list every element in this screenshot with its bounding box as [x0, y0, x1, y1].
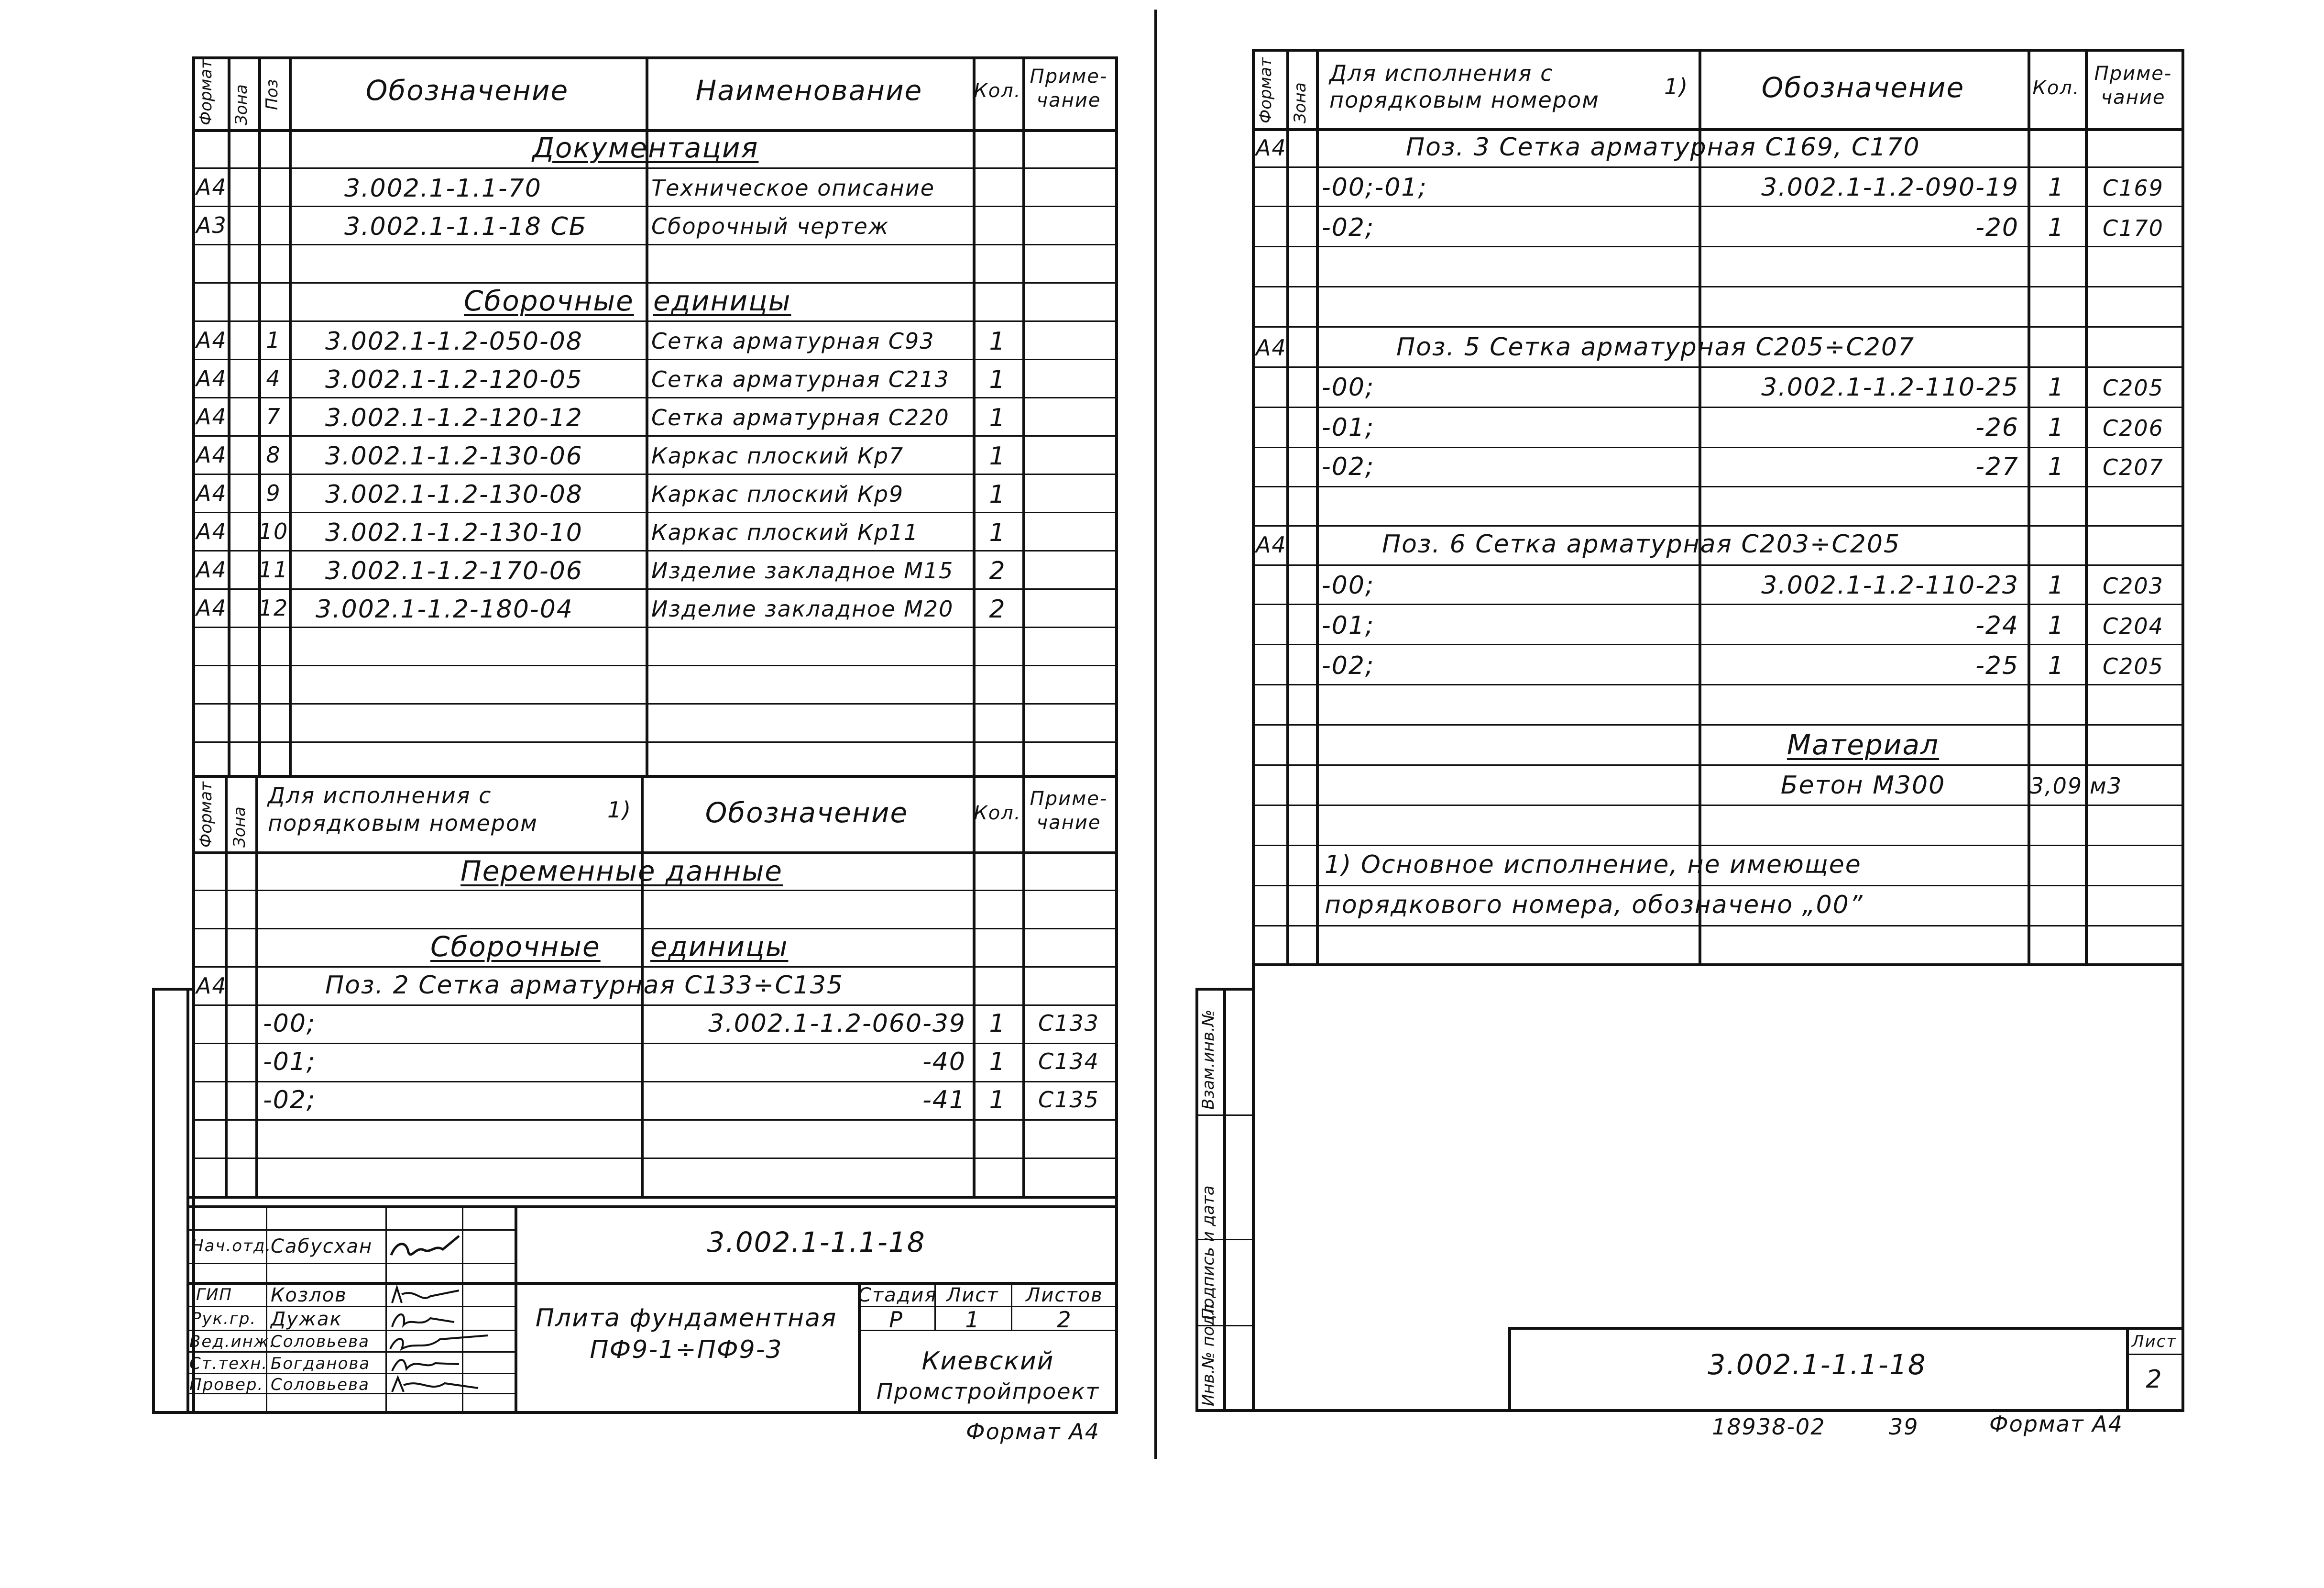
pos2-title: Поз. 2 Сетка арматурная С133÷С135	[325, 971, 844, 1000]
assembly-format: А4	[196, 557, 227, 583]
assembly-pos: 8	[266, 442, 281, 468]
assembly-qty: 1	[989, 327, 1006, 356]
assembly-designation: 3.002.1-1.2-130-08	[325, 480, 583, 509]
pos6-qty: 1	[2048, 611, 2065, 640]
row-line	[1252, 564, 2184, 566]
frame-line	[1252, 49, 1255, 1412]
row-line	[1252, 684, 2184, 685]
frame-line	[1223, 988, 1226, 1412]
header-footnote-mark: 1)	[1664, 74, 1689, 99]
header2-note-2: чание	[1036, 812, 1101, 834]
assembly-pos: 12	[258, 595, 289, 621]
section-variable-data: Переменные данные	[460, 855, 783, 887]
assembly-designation: 3.002.1-1.2-130-10	[325, 518, 583, 547]
footnote-2: порядкового номера, обозначено „00”	[1325, 891, 1864, 919]
section-documentation: Документация	[532, 132, 759, 164]
header-note-2: чание	[2101, 87, 2166, 109]
pos5-designation: -26	[1975, 413, 2019, 442]
assembly-pos: 9	[266, 480, 281, 506]
sheets-label: Листов	[1026, 1284, 1103, 1306]
stamp-code: 3.002.1-1.1-18	[1708, 1348, 1927, 1381]
pos2-exec: -02;	[263, 1086, 316, 1114]
assembly-format: А4	[196, 365, 227, 391]
header2-exec-2: порядковым номером	[268, 810, 538, 836]
pos3-exec: -02;	[1322, 213, 1375, 242]
row-line	[1252, 366, 2184, 368]
assembly-name: Сетка арматурная С220	[651, 405, 950, 430]
pos3-exec: -00;-01;	[1322, 173, 1427, 202]
assembly-format: А4	[196, 442, 227, 468]
row-line	[1252, 407, 2184, 408]
assembly-format: А4	[196, 518, 227, 544]
row-line	[1252, 286, 2184, 287]
header2-qty: Кол.	[974, 802, 1021, 824]
assembly-pos: 11	[258, 557, 289, 583]
material-name: Бетон М300	[1780, 771, 1946, 800]
doc-row-format: А4	[196, 174, 227, 200]
header-designation: Обозначение	[365, 74, 569, 107]
assembly-designation: 3.002.1-1.2-050-08	[325, 327, 583, 356]
product-name-2: ПФ9-1÷ПФ9-3	[590, 1335, 783, 1364]
frame-line	[1195, 988, 1198, 1412]
pos2-qty: 1	[989, 1086, 1006, 1114]
assembly-pos: 1	[266, 327, 281, 353]
pos2-note: С135	[1038, 1087, 1099, 1113]
header2-note-1: Приме-	[1030, 788, 1108, 810]
row-line	[1252, 805, 2184, 806]
product-name-1: Плита фундаментная	[535, 1304, 837, 1333]
assembly-name: Каркас плоский Кр9	[651, 481, 904, 507]
side-label-sign: Подпись и дата	[1199, 1185, 1218, 1320]
header-note-1: Приме-	[1030, 66, 1108, 88]
pos5-qty: 1	[2048, 413, 2065, 442]
pos6-exec: -02;	[1322, 651, 1375, 680]
row-line	[1252, 885, 2184, 886]
pos6-qty: 1	[2048, 571, 2065, 600]
header-zone: Зона	[1291, 82, 1310, 123]
pos2-designation: 3.002.1-1.2-060-39	[708, 1009, 966, 1038]
person-name: Козлов	[271, 1284, 347, 1306]
assembly-qty: 1	[989, 442, 1006, 471]
row-line	[1252, 128, 2184, 131]
pos6-format: А4	[1256, 532, 1287, 558]
assembly-format: А4	[196, 480, 227, 506]
pos3-qty: 1	[2048, 173, 2065, 202]
assembly-format: А4	[196, 404, 227, 430]
stamp-sheet-label: Лист	[2131, 1332, 2177, 1351]
pos5-qty: 1	[2048, 452, 2065, 481]
assembly-pos: 7	[266, 404, 281, 430]
header2-footnote-mark: 1)	[607, 797, 632, 823]
person-name: Соловьева	[271, 1332, 370, 1351]
pos5-note: С205	[2103, 375, 2164, 401]
assembly-pos: 4	[266, 365, 281, 391]
pos2-qty: 1	[989, 1009, 1006, 1038]
header-note-1: Приме-	[2094, 63, 2172, 85]
assembly-name: Сетка арматурная С93	[651, 328, 935, 354]
pos3-designation: -20	[1975, 213, 2019, 242]
stamp-line	[2126, 1354, 2182, 1355]
pos2-designation: -41	[922, 1086, 966, 1114]
pos5-qty: 1	[2048, 373, 2065, 402]
role: ГИП	[196, 1285, 232, 1304]
pos3-title: Поз. 3 Сетка арматурная С169, С170	[1406, 133, 1920, 162]
row-line	[1252, 764, 2184, 766]
header-designation: Обозначение	[1761, 71, 1965, 104]
assembly-designation: 3.002.1-1.2-120-05	[325, 365, 583, 394]
header-zone: Зона	[232, 84, 251, 125]
pos6-designation: -24	[1975, 611, 2019, 640]
col-line	[1286, 49, 1289, 965]
assembly-pos: 10	[258, 518, 289, 544]
header2-zone: Зона	[230, 806, 249, 848]
side-label-inv: Инв.№ подл.	[1199, 1299, 1218, 1406]
section-assembly-2: единицы	[653, 285, 791, 317]
row-line	[1252, 246, 2184, 247]
pos5-title: Поз. 5 Сетка арматурная С205÷С207	[1396, 333, 1915, 362]
stage-value: Р	[889, 1307, 903, 1333]
section-assembly2-2: единицы	[650, 930, 789, 963]
assembly-qty: 1	[989, 480, 1006, 509]
person-name: Дужак	[271, 1308, 342, 1330]
pos6-exec: -01;	[1322, 611, 1375, 640]
header-qty: Кол.	[974, 80, 1021, 102]
stage-label: Стадия	[858, 1284, 937, 1306]
role: Рук.гр.	[191, 1309, 257, 1328]
bottom-page: 39	[1889, 1414, 1919, 1440]
titleblock-code: 3.002.1-1.1-18	[707, 1226, 926, 1258]
doc-row-format: А3	[196, 212, 227, 238]
assembly-qty: 1	[989, 404, 1006, 432]
pos3-qty: 1	[2048, 213, 2065, 242]
pos2-note: С134	[1038, 1048, 1099, 1074]
role: Нач.отд.	[191, 1236, 272, 1256]
stamp-sheet: 2	[2146, 1365, 2163, 1394]
row-line	[1252, 486, 2184, 487]
organization-2: Промстройпроект	[876, 1378, 1100, 1404]
pos2-note: С133	[1038, 1010, 1099, 1036]
section-assembly2-1: Сборочные	[430, 930, 601, 963]
format-note: Формат А4	[966, 1419, 1100, 1445]
pos3-format: А4	[1256, 135, 1287, 161]
pos3-note: С170	[2103, 215, 2164, 241]
doc-row-name: Сборочный чертеж	[651, 213, 889, 239]
assembly-qty: 2	[989, 595, 1006, 624]
pos5-exec: -02;	[1322, 452, 1375, 481]
pos3-note: С169	[2103, 175, 2164, 201]
row-line	[1252, 604, 2184, 605]
frame-line	[1252, 49, 2184, 52]
sheet-label: Лист	[946, 1284, 999, 1306]
pos6-designation: 3.002.1-1.2-110-23	[1761, 571, 2019, 600]
side-label-replace: Взам.инв.№	[1199, 1009, 1218, 1110]
pos2-qty: 1	[989, 1048, 1006, 1076]
pos5-designation: 3.002.1-1.2-110-25	[1761, 373, 2019, 402]
frame-line	[2181, 49, 2184, 1412]
row-line	[1252, 845, 2184, 846]
pos6-exec: -00;	[1322, 571, 1375, 600]
assembly-qty: 2	[989, 557, 1006, 585]
sheets-value: 2	[1057, 1307, 1072, 1333]
pos5-note: С206	[2103, 415, 2164, 441]
pos5-exec: -00;	[1322, 373, 1375, 402]
pos6-note: С203	[2103, 573, 2164, 599]
assembly-designation: 3.002.1-1.2-130-06	[325, 442, 583, 471]
person-name: Сабусхан	[271, 1235, 373, 1257]
pos5-exec: -01;	[1322, 413, 1375, 442]
header-exec-1: Для исполнения с	[1329, 60, 1554, 86]
row-line	[1252, 724, 2184, 726]
doc-row-designation: 3.002.1-1.1-70	[344, 174, 542, 203]
header2-exec-1: Для исполнения с	[268, 783, 492, 808]
assembly-name: Изделие закладное М20	[651, 596, 954, 622]
frame-line	[1195, 1114, 1252, 1116]
role: Провер.	[189, 1375, 264, 1394]
material-qty: 3,09	[2029, 773, 2083, 799]
assembly-name: Изделие закладное М15	[651, 558, 954, 584]
section-assembly-1: Сборочные	[464, 285, 634, 317]
assembly-designation: 3.002.1-1.2-180-04	[316, 595, 573, 624]
pos2-format: А4	[196, 973, 227, 999]
row-line	[1252, 925, 2184, 926]
assembly-name: Каркас плоский Кр11	[651, 519, 919, 545]
header2-format: Формат	[197, 782, 216, 848]
header-qty: Кол.	[2032, 77, 2080, 99]
header-exec-2: порядковым номером	[1329, 87, 1600, 113]
row-line	[1252, 166, 2184, 168]
pos5-note: С207	[2103, 454, 2164, 480]
header-name: Наименование	[695, 74, 923, 107]
format-note: Формат А4	[1989, 1411, 2123, 1437]
pos6-note: С204	[2103, 613, 2164, 639]
pos6-title: Поз. 6 Сетка арматурная С203÷С205	[1382, 530, 1901, 559]
row-line	[1252, 326, 2184, 328]
frame-line	[1195, 988, 1252, 991]
doc-row-designation: 3.002.1-1.1-18 СБ	[344, 212, 587, 241]
role: Вед.инж.	[189, 1332, 276, 1351]
person-name: Богданова	[271, 1354, 371, 1373]
stamp-line	[1508, 1327, 2182, 1330]
header-format: Формат	[1256, 57, 1275, 123]
pos2-exec: -00;	[263, 1009, 316, 1038]
assembly-name: Каркас плоский Кр7	[651, 443, 904, 469]
assembly-qty: 1	[989, 365, 1006, 394]
sheet-value: 1	[965, 1307, 980, 1333]
person-name: Соловьева	[271, 1375, 370, 1394]
pos6-designation: -25	[1975, 651, 2019, 680]
organization-1: Киевский	[921, 1347, 1054, 1376]
col-line	[1316, 49, 1319, 965]
pos6-qty: 1	[2048, 651, 2065, 680]
pos2-exec: -01;	[263, 1048, 316, 1076]
pos6-note: С205	[2103, 653, 2164, 679]
assembly-format: А4	[196, 595, 227, 621]
row-line	[1252, 963, 2184, 966]
material-unit: м3	[2090, 773, 2122, 799]
material-heading: Материал	[1787, 728, 1940, 761]
header-note-2: чание	[1036, 89, 1101, 111]
footnote-1: 1) Основное исполнение, не имеющее	[1325, 850, 1862, 879]
assembly-designation: 3.002.1-1.2-170-06	[325, 557, 583, 585]
pos5-designation: -27	[1975, 452, 2019, 481]
assembly-qty: 1	[989, 518, 1006, 547]
doc-row-name: Техническое описание	[651, 175, 935, 201]
row-line	[1252, 206, 2184, 207]
row-line	[1252, 644, 2184, 645]
bottom-number: 18938-02	[1712, 1414, 1826, 1440]
row-line	[1252, 525, 2184, 527]
pos2-designation: -40	[922, 1048, 966, 1076]
pos3-designation: 3.002.1-1.2-090-19	[1761, 173, 2019, 202]
header-format: Формат	[197, 59, 216, 125]
row-line	[1252, 447, 2184, 448]
assembly-designation: 3.002.1-1.2-120-12	[325, 404, 583, 432]
header2-designation: Обозначение	[705, 796, 909, 829]
pos5-format: А4	[1256, 335, 1287, 361]
header-pos: Поз	[263, 79, 282, 110]
assembly-name: Сетка арматурная С213	[651, 366, 950, 392]
role: Ст.техн.	[189, 1354, 268, 1373]
assembly-format: А4	[196, 327, 227, 353]
